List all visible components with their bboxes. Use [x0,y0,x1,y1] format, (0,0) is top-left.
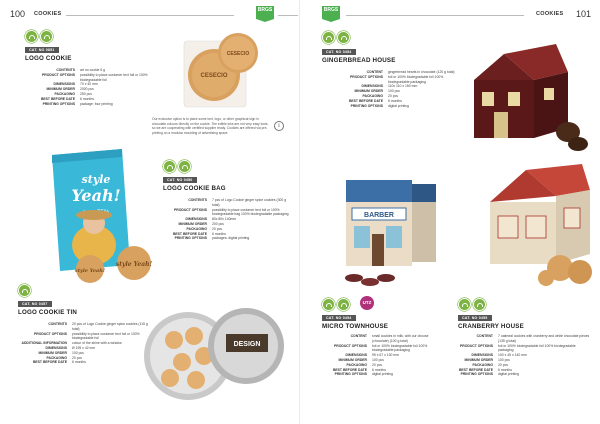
brand-logo: BRGS [322,6,340,19]
spec-key: PACKAGING [362,93,383,98]
spec-value: 6 months [498,367,512,372]
cat-no-badge: CAT. NO 0454 [322,49,356,55]
eco-badges [25,30,53,43]
spec-key: BEST BEFORE DATE [32,360,67,365]
spec-key: PRODUCT OPTIONS [42,72,75,77]
spec-key: PRODUCT OPTIONS [460,343,493,348]
product-title: LOGO COOKIE TIN [18,309,78,316]
recycle-icon [473,298,486,311]
spec-key: DIMENSIONS [45,345,67,350]
spec-key: PRODUCT OPTIONS [34,331,67,336]
spec-value: 20 pcs of Logo Cookie ginger spice cookies (115 g total) [72,322,148,331]
spec-row [440,344,590,354]
spec-value: 20 pcs [388,93,398,98]
spec-value: 200 pcs [212,221,224,226]
brand-logo: BRGS [256,6,274,19]
spec-table [10,322,148,365]
product-title: CRANBERRY HOUSE [458,323,524,330]
tin-label: DESIGN [233,341,261,348]
spec-key: PRODUCT OPTIONS [334,343,367,348]
spec-key: BEST BEFORE DATE [172,231,207,236]
spec-value: 20 pcs [212,226,222,231]
barber-sign: BARBER [364,212,394,219]
logo-cookie-bag-photo [48,145,156,295]
spec-row [150,236,290,241]
spec-row [440,334,590,344]
cookie-brand-print: CESECIO [226,51,250,57]
spec-key: DIMENSIONS [471,353,493,358]
utz-certified-badge: UTZ [360,296,374,310]
spec-table [150,198,290,241]
spec-key: PRINTING OPTIONS [174,236,207,241]
spec-value: 6 months [212,231,226,236]
cat-no-badge: CAT. NO 0851 [25,47,59,53]
section-title: COOKIES [536,11,564,17]
spec-value: 100 pcs [498,357,510,362]
spec-row [18,73,153,83]
spec-value: package: four printing [80,101,113,106]
info-icon[interactable]: i [274,121,284,131]
spec-key: CONTENTS [188,198,207,202]
spec-row [10,332,148,342]
spec-value: 100 pcs [72,350,84,355]
spec-row [314,372,440,377]
spec-value: digital printing [388,103,409,108]
bag-print-line1: style [81,173,111,186]
spec-value: 6 months [72,360,86,365]
eco-badges [458,298,486,311]
cranberry-house-photo [486,162,596,287]
spec-table [440,334,590,377]
spec-value: 7 oatmeal cookies with cranberry and white chocolate pieces (135 g total) [498,334,590,343]
spec-value: 100 x 45 x 140 mm [498,353,527,358]
spec-table [312,70,462,108]
spec-row [312,75,462,85]
spec-value: possibility to place customer text foil or 100% biodegradable foil [72,331,140,341]
spec-key: CONTENTS [56,68,75,72]
product-title: MICRO TOWNHOUSE [322,323,389,330]
logo-cookie-photo [178,25,273,115]
recycle-icon [178,160,191,173]
spec-key: DIMENSIONS [53,82,75,87]
leaf-icon [18,284,31,297]
spec-key: PRODUCT OPTIONS [350,74,383,79]
spec-value: digital printing [372,372,393,377]
spec-key: ADDITIONAL INFORMATION [21,341,67,346]
logo-cookie-tin-photo [140,298,290,408]
spec-key: MINIMUM ORDER [354,89,383,94]
section-title: COOKIES [34,11,62,17]
spec-key: PRINTING OPTIONS [350,103,383,108]
cookie-print: style Yeah! [115,261,153,268]
spec-value: 100 pcs [388,89,400,94]
spec-row [150,198,290,208]
spec-value: 70 x 40 mm [80,82,98,87]
spec-value: small cookies in milk, with our choose (chocolate) (100 g total) [372,334,429,343]
spec-key: PACKAGING [46,355,67,360]
spec-key: CONTENTS [48,322,67,326]
page-number: 101 [576,9,592,19]
spec-value: Ø 195 x 42 mm [72,345,96,350]
cat-no-badge: CAT. NO 0454 [322,315,356,321]
spec-value: 6 months [372,367,386,372]
spec-row [314,334,440,344]
spec-key: MINIMUM ORDER [338,357,367,362]
spec-row [18,102,153,107]
spec-value: packages: digital printing [212,236,250,241]
recycle-icon [337,31,350,44]
spec-value: colour of the shine with a window [72,341,122,346]
header-rule [346,15,524,16]
eco-badges [322,298,350,311]
gingerbread-house-photo [464,40,590,152]
spec-value: 6 months [388,98,402,103]
spec-key: MINIMUM ORDER [38,350,67,355]
recycle-icon [337,298,350,311]
spec-key: BEST BEFORE DATE [40,96,75,101]
spec-key: PACKAGING [472,362,493,367]
leaf-icon [322,31,335,44]
eco-badges [18,284,31,297]
spec-key: MINIMUM ORDER [464,357,493,362]
product-note: Our exclusive option is to place some text, logo, or other graphical sign in chocolate colours directly on the cookie. The edible inks are not very easy tools, so we are cooperating with certified supplier ready. Cookies are offered via pre-printing on a modular moulding of advertising space. [152,117,269,135]
cookie-brand-print: CESECIO [200,73,228,79]
spec-key: BEST BEFORE DATE [332,367,367,372]
spec-key: MINIMUM ORDER [178,221,207,226]
cat-no-badge: CAT. NO 0456 [163,177,197,183]
spec-key: PACKAGING [54,91,75,96]
spec-key: PACKAGING [346,362,367,367]
product-title: GINGERBREAD HOUSE [322,57,396,64]
page-number: 100 [10,9,26,19]
spec-value: gingerbread hearts in chocolate (120 g total) [388,70,455,74]
cookie-print: style Yeah! [74,268,106,274]
spec-value: 2000 pcs [80,87,94,92]
cat-no-badge: CAT. NO 0457 [18,301,52,307]
spec-table [314,334,440,377]
spec-value: digital printing [498,372,519,377]
spec-row [314,344,440,354]
bag-print-line2: Yeah! [71,186,121,205]
micro-townhouse-photo [340,170,440,295]
spec-key: PRINTING OPTIONS [334,372,367,377]
spec-key: PRINTING OPTIONS [42,101,75,106]
spec-row [10,322,148,332]
spec-value: possibility to place customer text full or 100% biodegradable foil [80,72,148,82]
spec-key: PRODUCT OPTIONS [174,207,207,212]
leaf-icon [163,160,176,173]
spec-value: 20 pcs [372,362,382,367]
spec-value: 95 x 67 x 130 mm [372,353,399,358]
spec-value: foil or 100% biodegradable foil 100% biodegradable packaging [388,74,444,84]
leaf-icon [322,298,335,311]
spec-row [440,372,590,377]
spec-value: 6 months [80,96,94,101]
spec-value: foil or 100% biodegradable foil 100% biodegradable packaging [498,343,576,353]
header-rule [66,15,234,16]
header-rule [278,15,298,16]
spec-value: art no cookie 6 g [80,68,106,72]
cat-no-badge: CAT. NO 0455 [458,315,492,321]
product-title: LOGO COOKIE BAG [163,185,226,192]
spec-row [10,360,148,365]
spec-key: BEST BEFORE DATE [348,98,383,103]
right-page [300,0,600,424]
spec-value: 20 pcs [72,355,82,360]
spec-key: BEST BEFORE DATE [458,367,493,372]
spec-value: 110x 110 x 150 mm [388,84,418,89]
leaf-icon [25,30,38,43]
spec-row [312,104,462,109]
spec-key: CONTENT [350,334,367,338]
spec-table [18,68,153,106]
spec-key: CONTENT [366,70,383,74]
spec-value: 250 pcs [80,91,92,96]
spec-value: possibility to place customer text foil or 100% biodegradable bag 100% biodegradable packaging [212,207,289,217]
eco-badges [163,160,191,173]
eco-badges [322,31,350,44]
spec-key: DIMENSIONS [185,217,207,222]
spec-key: CONTENT [476,334,493,338]
spec-key: DIMENSIONS [361,84,383,89]
product-title: LOGO COOKIE [25,55,72,62]
spec-value: 80x 80x 140mm [212,217,237,222]
leaf-icon [458,298,471,311]
spec-value: 7 pcs of Logo Cookie ginger spice cookies (300 g total) [212,198,287,207]
spec-value: 100 pcs [372,357,384,362]
spec-value: foil or 100% biodegradable foil 100% biodegradable packaging [372,343,428,353]
spec-value: 20 pcs [498,362,508,367]
recycle-icon [40,30,53,43]
spec-row [150,208,290,218]
spec-key: PRINTING OPTIONS [460,372,493,377]
spec-key: PACKAGING [186,226,207,231]
spec-key: DIMENSIONS [345,353,367,358]
spec-key: MINIMUM ORDER [46,87,75,92]
